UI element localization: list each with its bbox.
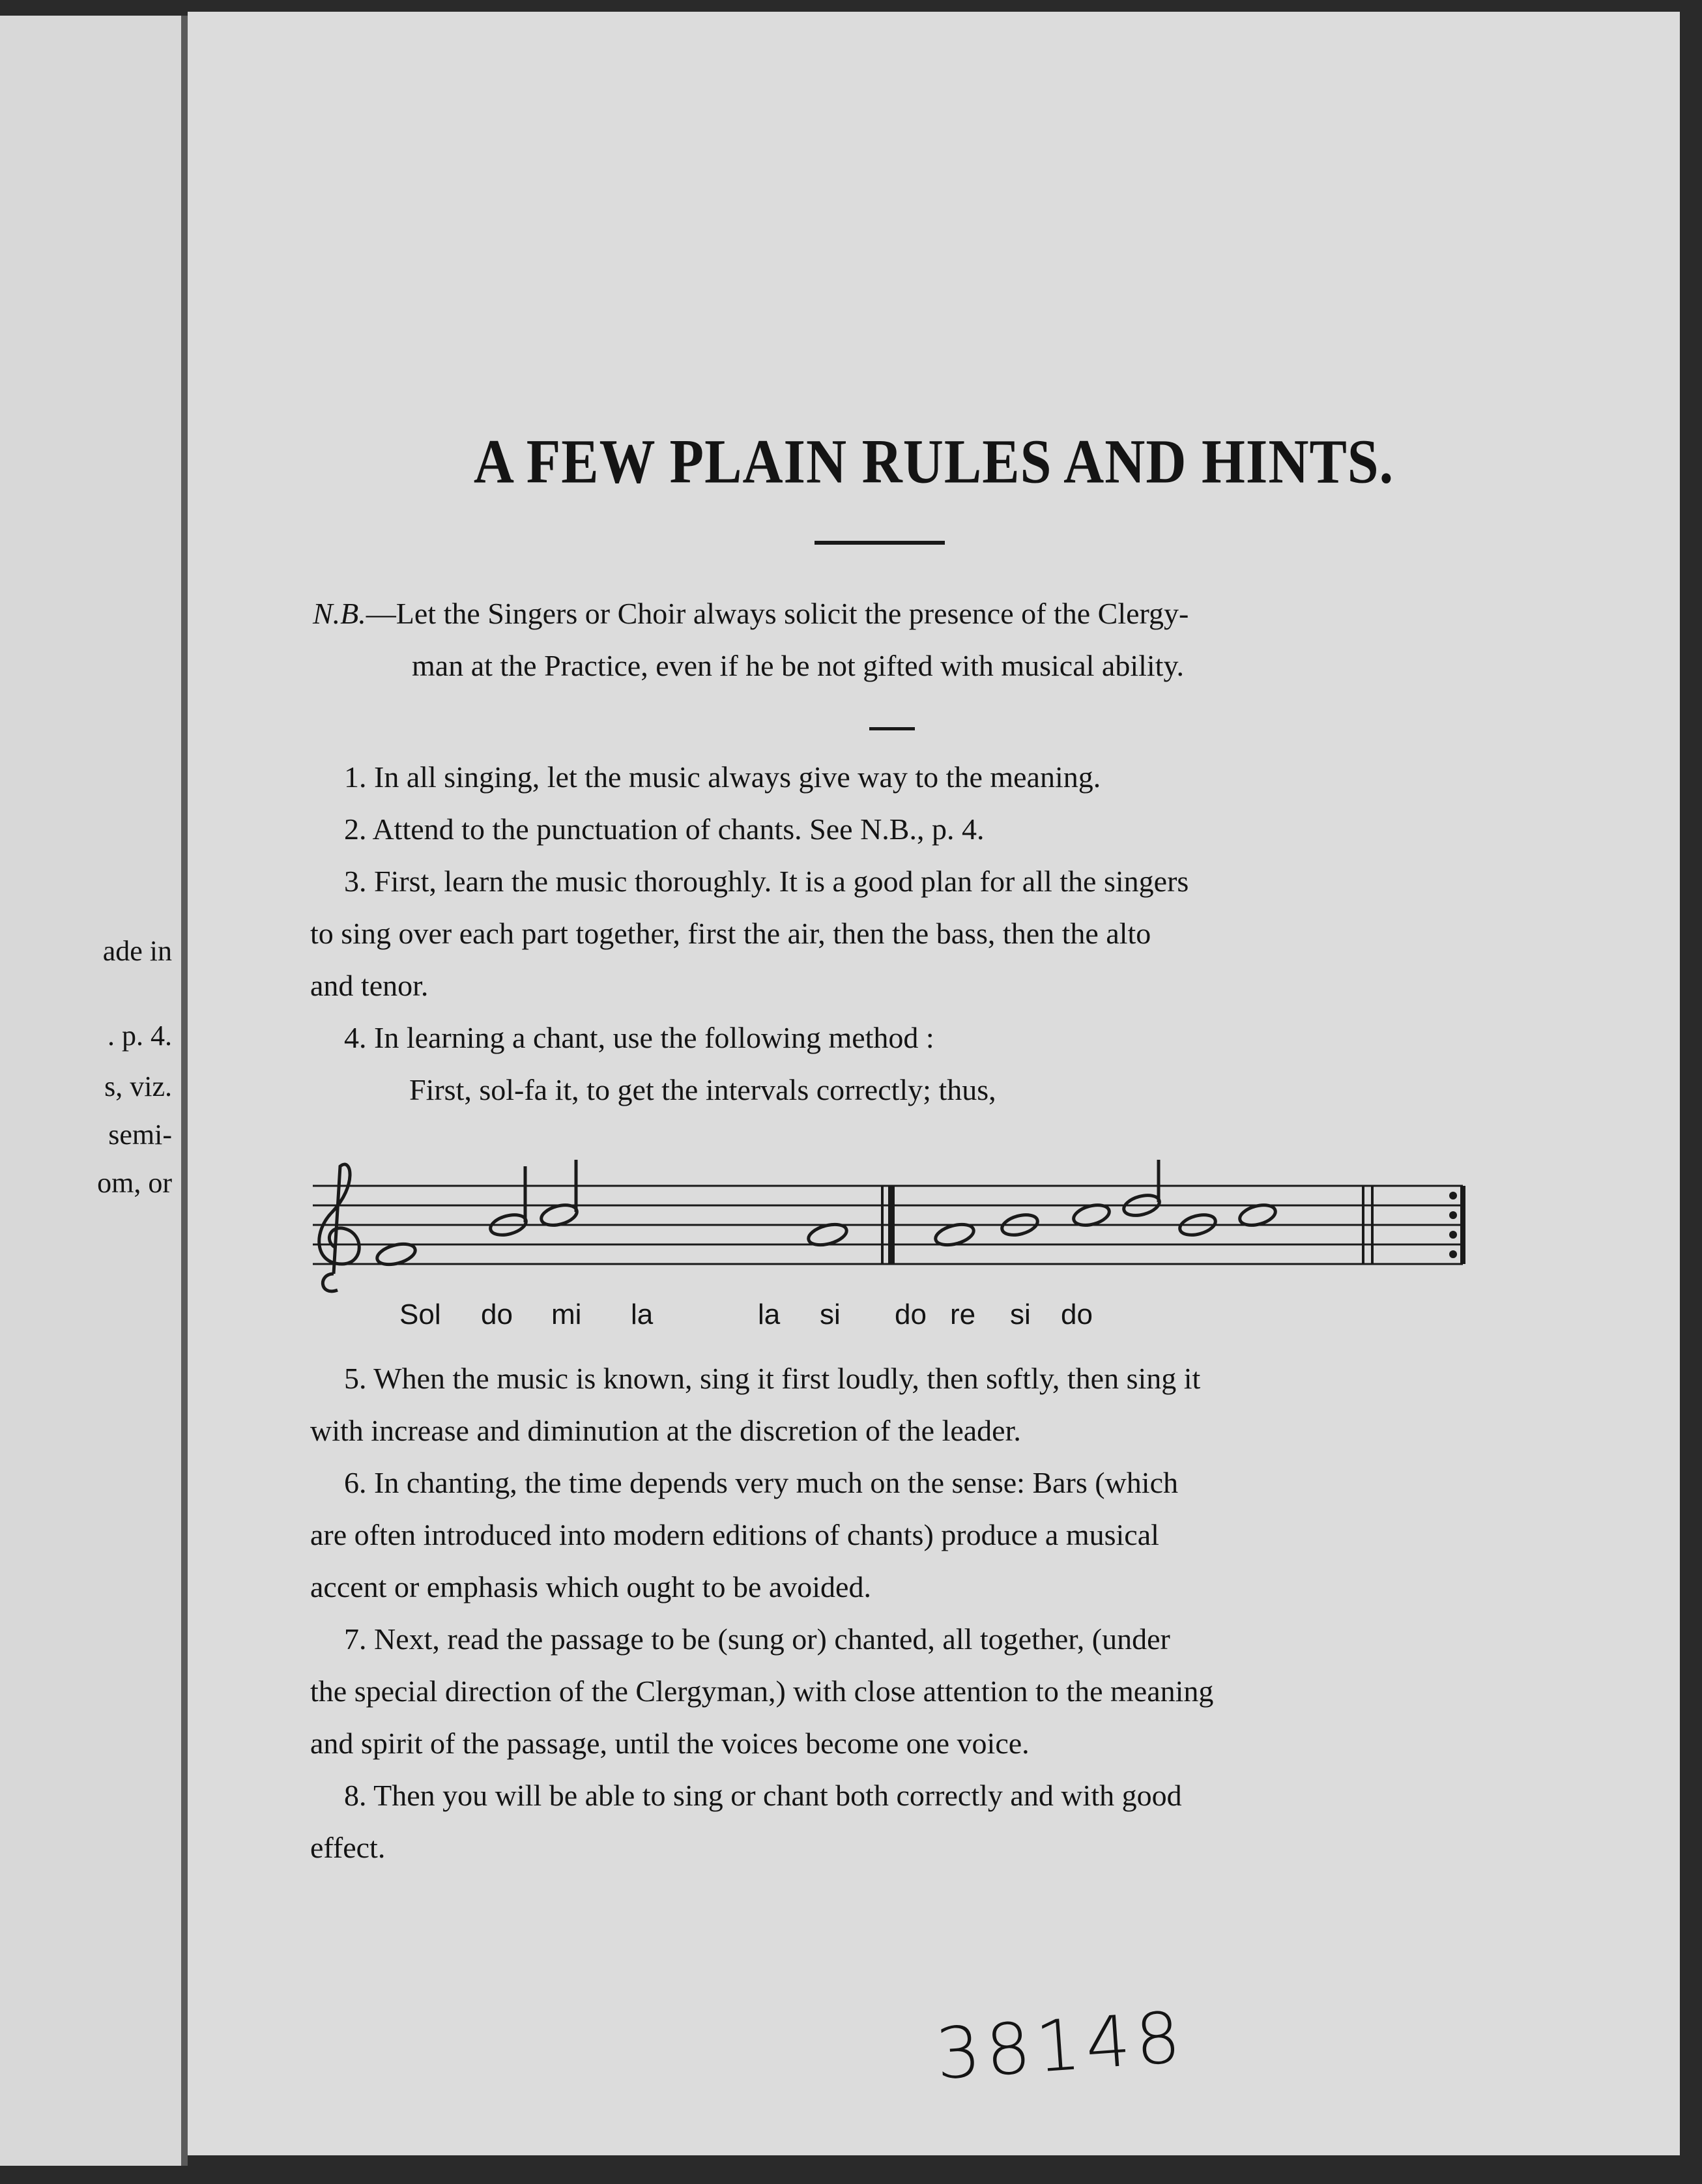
rule-item: [310, 1613, 1477, 1770]
rule-line: accent or emphasis which ought to be avoided.: [310, 1570, 871, 1603]
nb-label: N.B.: [313, 597, 366, 630]
solfa-syllable: do: [895, 1299, 927, 1330]
rule-line: 5. When the music is known, sing it first loudly, then softly, then sing it: [344, 1362, 1201, 1395]
left-fragment: om, or: [97, 1167, 172, 1199]
rule-line: with increase and diminution at the discretion of the leader.: [310, 1414, 1021, 1447]
left-fragment: ade in: [102, 935, 172, 967]
document-page: [188, 12, 1680, 2155]
solfa-syllable: si: [820, 1299, 841, 1330]
rule-item: [310, 1770, 1477, 1874]
solfa-syllable: mi: [551, 1299, 582, 1330]
solfa-syllable: Sol: [399, 1299, 441, 1330]
section-dash: [869, 727, 915, 730]
left-fragment: . p. 4.: [108, 1020, 172, 1052]
left-fragment: semi-: [108, 1119, 172, 1151]
rule-line: and spirit of the passage, until the voices become one voice.: [310, 1727, 1030, 1760]
solfa-syllable: re: [950, 1299, 976, 1330]
handwritten-number: 38148: [933, 1996, 1189, 2096]
rule-line: 7. Next, read the passage to be (sung or) chanted, all together, (under: [344, 1622, 1170, 1656]
rule-line: 6. In chanting, the time depends very much on the sense: Bars (which: [344, 1466, 1179, 1499]
rule-sub-line: First, sol-fa it, to get the intervals correctly; thus,: [409, 1073, 996, 1106]
nb-note: [313, 588, 1453, 692]
rule-item: [310, 751, 1477, 803]
solfa-syllable: si: [1010, 1299, 1031, 1330]
left-fragment: s, viz.: [104, 1070, 172, 1102]
rule-line: are often introduced into modern editions of chants) produce a musical: [310, 1518, 1159, 1551]
solfa-syllable: do: [481, 1299, 513, 1330]
rule-item: [310, 855, 1477, 1012]
rule-line: 1. In all singing, let the music always give way to the meaning.: [344, 760, 1101, 794]
rule-item: [310, 1353, 1477, 1457]
nb-line-2: man at the Practice, even if he be not gifted with musical ability.: [412, 649, 1184, 682]
solfa-syllable: la: [758, 1299, 781, 1330]
rules-list-1: [310, 751, 1477, 1116]
left-page-edge: [0, 16, 188, 2166]
rule-line: 8. Then you will be able to sing or chant both correctly and with good: [344, 1779, 1182, 1812]
rules-list-2: [310, 1353, 1477, 1874]
rule-line: 4. In learning a chant, use the following method :: [344, 1021, 934, 1054]
rule-line: 2. Attend to the punctuation of chants. See N.B., p. 4.: [344, 812, 985, 846]
rule-line: effect.: [310, 1831, 386, 1864]
rule-line: to sing over each part together, first the air, then the bass, then the alto: [310, 917, 1151, 950]
treble-clef-icon: [319, 1164, 359, 1291]
music-staff-svg: [306, 1160, 1466, 1303]
rule-item: [310, 803, 1477, 855]
page-title: A FEW PLAIN RULES AND HINTS.: [473, 426, 1394, 496]
rule-line: the special direction of the Clergyman,) with close attention to the meaning: [310, 1674, 1214, 1708]
rule-line: and tenor.: [310, 969, 429, 1002]
rule-line: 3. First, learn the music thoroughly. It is a good plan for all the singers: [344, 865, 1189, 898]
rule-item: [310, 1012, 1477, 1116]
music-staff: [306, 1160, 1466, 1303]
title-rule: [815, 541, 945, 545]
solfa-syllable: la: [631, 1299, 654, 1330]
rule-item: [310, 1457, 1477, 1613]
solfa-syllable: do: [1061, 1299, 1093, 1330]
nb-line-1: —Let the Singers or Choir always solicit the presence of the Clergy-: [366, 597, 1189, 630]
